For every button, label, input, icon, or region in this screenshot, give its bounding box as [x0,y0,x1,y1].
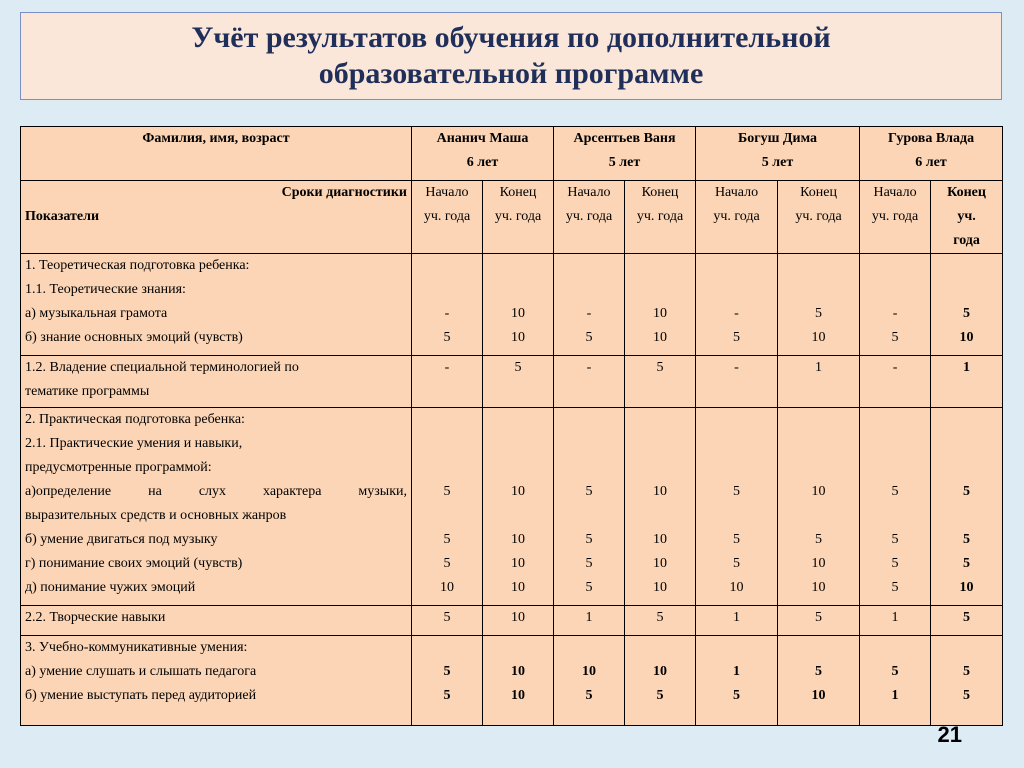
diagnostics-label: Сроки диагностики [281,185,407,200]
score-value: - [586,360,592,375]
indicator-label-cell [21,254,412,356]
score-value: 1 [963,360,971,375]
page-title-line-2: образовательной программе [318,57,704,90]
score-cell [696,636,778,726]
score-value [558,636,620,660]
score-value: 5 [443,532,451,547]
indicator-text: б) знание основных эмоций (чувств) [25,330,243,345]
indicator-text: 1. Теоретическая подготовка ребенка: [25,258,250,273]
score-value [700,278,773,302]
score-value [700,504,773,528]
indicator-label-cell [21,356,412,408]
score-value: 5 [443,556,451,571]
score-value: 5 [963,556,971,571]
score-value [782,254,855,278]
score-cell [625,636,696,726]
score-value [629,504,691,528]
score-value: 10 [653,580,667,595]
student-name: Богуш Дима [737,131,818,146]
score-value: 5 [963,610,971,625]
score-value: 5 [585,484,593,499]
score-value [700,456,773,480]
score-value [864,432,926,456]
indicator-text: выразительных средств и основных жанров [25,508,287,523]
score-value [935,456,998,480]
indicator-text: 2.1. Практические умения и навыки, [25,436,243,451]
score-cell [554,636,625,726]
score-cell [554,606,625,636]
score-cell [625,356,696,408]
score-value [935,254,998,278]
score-value: 10 [811,556,826,571]
indicator-text: г) понимание своих эмоций (чувств) [25,556,243,571]
score-value: 10 [653,532,667,547]
score-value: 10 [511,306,525,321]
score-cell [483,356,554,408]
score-cell [412,606,483,636]
score-cell [778,408,860,606]
score-cell [931,636,1003,726]
score-value [558,432,620,456]
score-value [487,254,549,278]
score-value: - [892,306,898,321]
period-end: Конец уч. года [931,181,1003,254]
score-value [864,278,926,302]
score-value: 10 [729,580,744,595]
header-row-periods [21,181,1003,254]
score-value [700,408,773,432]
score-value: 5 [514,360,522,375]
score-value [416,456,478,480]
score-cell [412,636,483,726]
score-cell [412,408,483,606]
score-value [700,432,773,456]
score-value [629,636,691,660]
score-value: 1 [891,610,899,625]
student-age: 5 лет [761,155,794,170]
score-value [935,636,998,660]
score-value: 5 [443,688,451,703]
score-cell [412,254,483,356]
score-cell [625,606,696,636]
indicator-row [21,636,1003,726]
score-cell [778,636,860,726]
score-cell [860,254,931,356]
score-cell [860,606,931,636]
score-value: 5 [733,532,741,547]
score-value: 5 [585,580,593,595]
score-value [629,278,691,302]
score-value: 10 [959,580,974,595]
student-header-2 [554,127,696,181]
score-value [700,254,773,278]
period-end: Конец уч. года [778,181,860,254]
score-value: 10 [653,484,667,499]
score-value [935,278,998,302]
score-value: 10 [653,330,667,345]
score-cell [860,636,931,726]
indicator-row [21,606,1003,636]
score-value [487,408,549,432]
score-value: 10 [511,484,525,499]
score-cell [554,408,625,606]
score-value: 5 [891,484,899,499]
score-value [487,636,549,660]
student-name: Гурова Влада [887,131,975,146]
score-value: 5 [443,610,451,625]
indicator-text: а) умение слушать и слышать педагога [25,664,257,679]
score-cell [931,408,1003,606]
score-value: 10 [511,610,525,625]
score-value: 1 [733,610,741,625]
student-age: 5 лет [608,155,641,170]
period-start: Начало уч. года [412,181,483,254]
indicator-text: д) понимание чужих эмоций [25,580,196,595]
indicator-text: 1.1. Теоретические знания: [25,282,186,297]
score-value: 5 [733,330,741,345]
score-value: - [734,306,739,321]
score-value: 5 [585,556,593,571]
indicator-text: 3. Учебно-коммуникативные умения: [25,640,248,655]
indicator-row [21,254,1003,356]
indicator-text: а) музыкальная грамота [25,306,168,321]
indicators-label: Показатели [25,209,100,224]
title-banner [20,12,1002,100]
score-value: 5 [733,556,741,571]
score-cell [778,606,860,636]
indicator-text: предусмотренные программой: [25,460,212,475]
score-value [416,254,478,278]
score-value: 5 [585,532,593,547]
score-value [558,254,620,278]
score-value: 10 [653,664,667,679]
score-value [782,432,855,456]
period-start: Начало уч. года [860,181,931,254]
score-value [629,408,691,432]
score-value: 5 [891,556,899,571]
score-value: 5 [443,664,451,679]
score-value: 5 [585,330,593,345]
name-column-header: Фамилия, имя, возраст [21,127,412,181]
score-value: - [734,360,739,375]
score-value: 5 [891,330,899,345]
score-cell [931,356,1003,408]
score-value: 10 [653,556,667,571]
score-value: 10 [811,484,826,499]
score-value: - [892,360,898,375]
score-value [629,254,691,278]
score-value: 5 [733,688,741,703]
score-value: 1 [815,360,823,375]
indicator-text: б) умение двигаться под музыку [25,532,218,547]
indicator-text: б) умение выступать перед аудиторией [25,688,257,703]
score-value: 10 [511,330,525,345]
indicator-label-cell [21,606,412,636]
score-value [558,278,620,302]
score-value: 5 [656,688,664,703]
score-value: 10 [959,330,974,345]
score-value: 5 [963,532,971,547]
score-value: 5 [656,610,664,625]
score-value [782,456,855,480]
period-start: Начало уч. года [696,181,778,254]
score-cell [554,254,625,356]
score-value [416,408,478,432]
student-age: 6 лет [466,155,499,170]
score-cell [696,254,778,356]
score-value [782,278,855,302]
score-cell [625,254,696,356]
score-value: 1 [585,610,593,625]
score-cell [696,606,778,636]
score-value [782,408,855,432]
score-value [629,456,691,480]
header-row-students [21,127,1003,181]
score-value [864,504,926,528]
score-value [487,504,549,528]
score-cell [860,356,931,408]
indicator-text: 2.2. Творческие навыки [25,610,166,625]
score-value: 5 [963,306,971,321]
score-value [782,504,855,528]
indicator-row [21,408,1003,606]
score-value: 5 [656,360,664,375]
score-value: 5 [891,664,899,679]
period-end: Конец уч. года [483,181,554,254]
score-value [487,432,549,456]
score-value: 5 [963,664,971,679]
score-value [935,432,998,456]
score-value: 10 [511,688,525,703]
period-start: Начало уч. года [554,181,625,254]
indicator-label-cell [21,636,412,726]
indicator-row [21,356,1003,408]
score-value: 5 [891,580,899,595]
score-cell [483,254,554,356]
student-header-3 [696,127,860,181]
score-value: 10 [440,580,454,595]
indicator-text: тематике программы [25,384,150,399]
score-cell [778,254,860,356]
score-value [935,408,998,432]
score-cell [483,606,554,636]
score-value [558,408,620,432]
score-value: - [444,306,450,321]
score-value: 5 [815,664,823,679]
score-value: 5 [443,330,451,345]
score-value: 10 [811,330,826,345]
score-value: 1 [891,688,899,703]
student-name: Арсентьев Ваня [573,131,676,146]
indicator-text: 2. Практическая подготовка ребенка: [25,412,245,427]
results-table [20,126,1003,726]
score-value [416,504,478,528]
score-value [700,636,773,660]
score-value [416,432,478,456]
student-name: Ананич Маша [436,131,529,146]
score-cell [778,356,860,408]
student-header-4 [860,127,1003,181]
score-value: 5 [963,688,971,703]
score-cell [931,254,1003,356]
score-value: 5 [815,306,823,321]
score-value: 5 [733,484,741,499]
score-value [864,254,926,278]
score-cell [483,636,554,726]
page-number: 21 [937,722,962,747]
score-cell [860,408,931,606]
score-value [487,456,549,480]
score-cell [696,356,778,408]
score-value: 10 [811,688,826,703]
period-end: Конец уч. года [625,181,696,254]
score-cell [696,408,778,606]
student-age: 6 лет [915,155,947,170]
score-value: 5 [815,532,823,547]
diagnostics-header-cell [21,181,412,254]
indicator-text: 1.2. Владение специальной терминологией по [25,360,299,375]
score-value: 10 [511,580,525,595]
score-value: 5 [443,484,451,499]
score-value [629,432,691,456]
score-value: - [586,306,592,321]
score-value: 5 [815,610,823,625]
score-value: - [444,360,450,375]
score-value: 10 [582,664,596,679]
score-value [864,456,926,480]
indicator-text: а)определение на слух характера музыки, [25,484,407,499]
score-value: 5 [585,688,593,703]
score-cell [554,356,625,408]
score-cell [483,408,554,606]
score-value [416,636,478,660]
score-value: 5 [891,532,899,547]
score-value [487,278,549,302]
page-title-line-1: Учёт результатов обучения по дополнительной [191,21,831,54]
indicator-label-cell [21,408,412,606]
score-value: 10 [811,580,826,595]
score-value: 1 [733,664,741,679]
score-value [782,636,855,660]
score-cell [412,356,483,408]
score-value [558,504,620,528]
score-value: 10 [511,664,525,679]
score-value [864,636,926,660]
score-value: 5 [963,484,971,499]
score-cell [625,408,696,606]
score-value: 10 [511,532,525,547]
score-value: 10 [653,306,667,321]
score-value [864,408,926,432]
score-value [935,504,998,528]
score-value: 10 [511,556,525,571]
score-value [416,278,478,302]
student-header-1 [412,127,554,181]
score-value [558,456,620,480]
score-cell [931,606,1003,636]
